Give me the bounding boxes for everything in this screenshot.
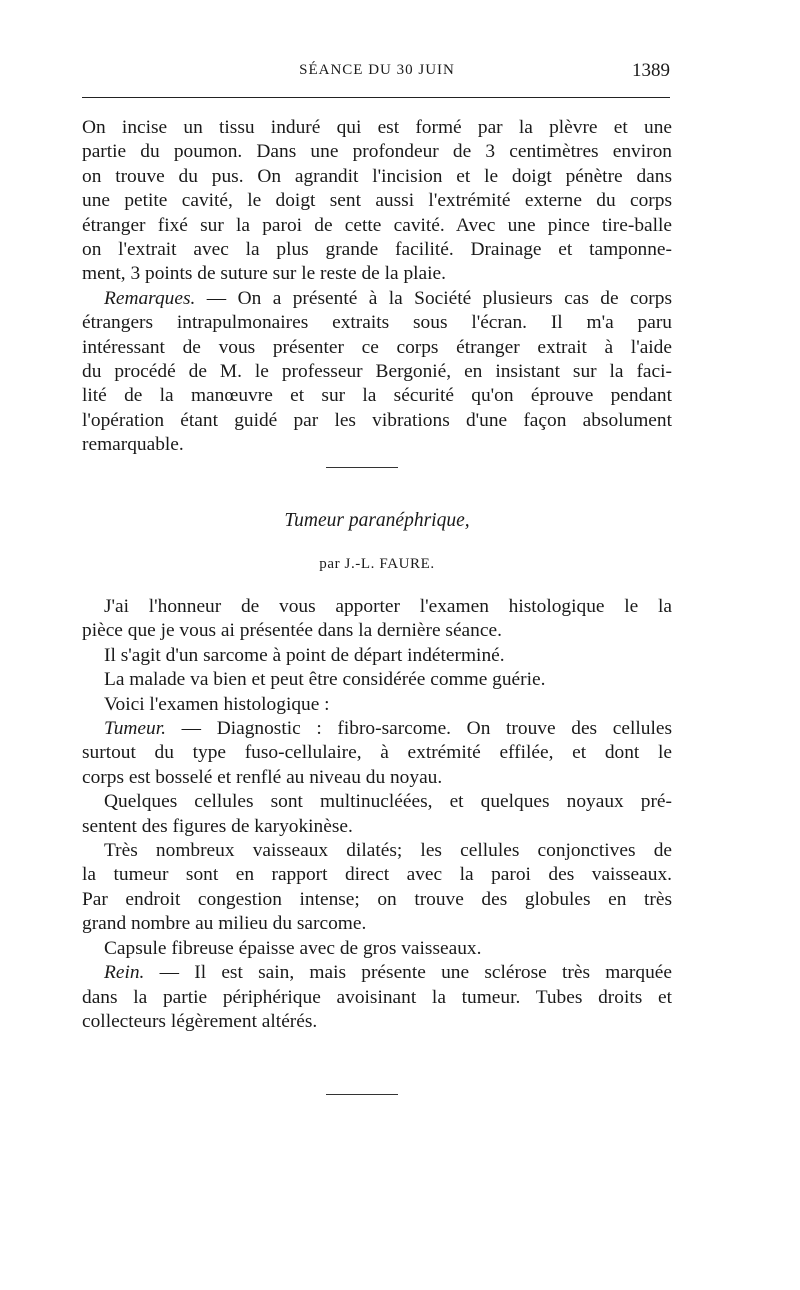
remarks-paragraph [82, 287, 672, 458]
case-text-block [82, 116, 672, 458]
text-line: on l'extrait avec la plus grande facilité. Drainage et tamponne- [82, 239, 672, 261]
histology-text-block [82, 595, 672, 1034]
section-title: Tumeur paranéphrique, [284, 510, 470, 531]
diagnosis-paragraph: Il s'agit d'un sarcome à point de départ indéterminé. [104, 644, 505, 666]
text-line: intéressant de vous présenter ce corps étranger extrait à l'aide [82, 336, 672, 358]
text-line: corps est bosselé et renflé au niveau du noyau. [82, 766, 443, 788]
text-line: du procédé de M. le professeur Bergonié, en insistant sur la faci- [82, 361, 672, 383]
text-line: ment, 3 points de suture sur le reste de la plaie. [82, 263, 447, 285]
text-line [82, 287, 672, 311]
end-separator [326, 1094, 398, 1095]
text-line: la tumeur sont en rapport direct avec la paroi des vaisseaux. [82, 864, 672, 886]
section-author: par J.-L. FAURE. [319, 556, 435, 572]
tumour-paragraph [82, 717, 672, 790]
kidney-first-line: — Il est sain, mais présente une sclérose très marquée [144, 962, 672, 984]
capsule-paragraph: Capsule fibreuse épaisse avec de gros vaisseaux. [104, 937, 482, 959]
remarks-first-line: — On a présenté à la Société plusieurs cas de corps [195, 287, 672, 309]
page-number: 1389 [632, 60, 670, 81]
text-line: J'ai l'honneur de vous apporter l'examen histologique le la [104, 596, 672, 617]
kidney-paragraph [82, 961, 672, 1034]
text-line: remarquable. [82, 434, 184, 456]
text-line: une petite cavité, le doigt sent aussi l'extrémité externe du corps [82, 190, 672, 212]
text-line: sentent des figures de karyokinèse. [82, 815, 353, 837]
text-line: étrangers intrapulmonaires extraits sous l'écran. Il m'a paru [82, 312, 672, 334]
text-line [82, 717, 672, 741]
cells-paragraph [82, 790, 672, 839]
text-line: Quelques cellules sont multinucléées, et quelques noyaux pré- [104, 791, 672, 813]
running-title: SÉANCE DU 30 JUIN [299, 62, 455, 78]
intro-paragraph [82, 595, 672, 644]
tumour-first-line: — Diagnostic : fibro-sarcome. On trouve des cellules [165, 718, 672, 740]
tumour-label: Tumeur. [104, 718, 166, 740]
text-line: Par endroit congestion intense; on trouve des globules en très [82, 888, 672, 910]
section-separator [326, 467, 398, 468]
exam-intro-paragraph: Voici l'examen histologique : [104, 693, 330, 715]
remarks-label: Remarques. [104, 287, 196, 309]
text-line: collecteurs légèrement altérés. [82, 1010, 318, 1032]
text-line: l'opération étant guidé par les vibrations d'une façon absolument [82, 409, 672, 431]
text-line: pièce que je vous ai présentée dans la dernière séance. [82, 620, 502, 642]
text-line: Très nombreux vaisseaux dilatés; les cellules conjonctives de [104, 840, 672, 862]
outcome-paragraph: La malade va bien et peut être considérée comme guérie. [104, 669, 546, 691]
header-rule [82, 97, 670, 98]
text-line: dans la partie périphérique avoisinant la tumeur. Tubes droits et [82, 986, 672, 1008]
kidney-label: Rein. [104, 962, 145, 984]
page-header [82, 60, 672, 84]
vessels-paragraph [82, 839, 672, 937]
text-line: surtout du type fuso-cellulaire, à extrémité effilée, et dont le [82, 742, 672, 764]
text-line: On incise un tissu induré qui est formé par la plèvre et une [82, 117, 672, 138]
text-line: on trouve du pus. On agrandit l'incision et le doigt pénètre dans [82, 165, 672, 187]
text-line [82, 961, 672, 985]
text-line: étranger fixé sur la paroi de cette cavité. Avec une pince tire-balle [82, 214, 672, 236]
text-line: grand nombre au milieu du sarcome. [82, 913, 367, 935]
text-line: partie du poumon. Dans une profondeur de 3 centimètres environ [82, 141, 672, 163]
operation-paragraph [82, 116, 672, 287]
text-line: lité de la manœuvre et sur la sécurité qu'on éprouve pendant [82, 385, 672, 407]
